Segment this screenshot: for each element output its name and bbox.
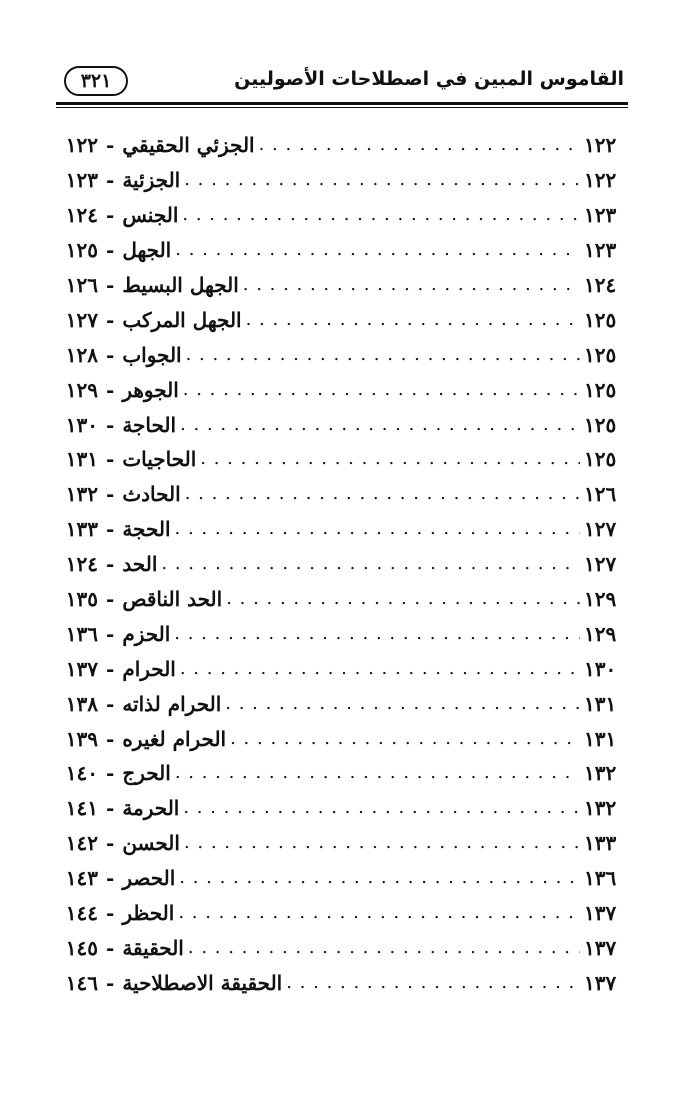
toc-entry <box>56 442 628 477</box>
entry-page-number: ١٢٧ <box>584 517 617 542</box>
dot-leader <box>175 756 580 790</box>
entry-title: الجهل المركب <box>122 307 242 332</box>
toc-entry <box>56 826 628 861</box>
dot-leader <box>175 512 580 546</box>
dot-leader <box>184 826 580 860</box>
toc-entry <box>56 861 628 896</box>
dot-leader <box>182 198 580 232</box>
entry-separator: - <box>106 726 115 751</box>
entry-separator: - <box>106 761 115 786</box>
entry-separator: - <box>106 691 115 716</box>
entry-title: الحرج <box>122 761 171 786</box>
dot-leader <box>178 896 580 930</box>
toc-entry <box>56 128 628 163</box>
toc-entry <box>56 372 628 407</box>
entry-title: الجزئي الحقيقي <box>122 133 255 158</box>
entry-page-number: ١٣٠ <box>584 656 617 681</box>
entry-title: الحصر <box>122 866 176 891</box>
toc-entry <box>56 756 628 791</box>
entry-title: الحقيقة الاصطلاحية <box>122 970 283 995</box>
entry-number: ١٣٩ <box>65 726 98 751</box>
toc-entry <box>56 965 628 1000</box>
entry-title: الحرام لغيره <box>122 726 227 751</box>
dot-leader <box>180 408 580 442</box>
toc-entry <box>56 896 628 931</box>
entry-title: الحاجيات <box>122 447 197 472</box>
dot-leader <box>246 303 580 337</box>
toc-entry <box>56 582 628 617</box>
dot-leader <box>226 582 580 616</box>
entry-title: الحجة <box>122 517 171 542</box>
entry-page-number: ١٢٧ <box>584 552 617 577</box>
entry-number: ١٢٦ <box>65 273 98 297</box>
entry-number: ١٣٥ <box>65 587 98 612</box>
toc-entry <box>56 930 628 965</box>
entry-separator: - <box>106 238 115 263</box>
entry-title: الحادث <box>122 482 181 507</box>
page-number-badge: ٣٢١ <box>64 66 128 96</box>
entry-page-number: ١٢٢ <box>584 133 617 158</box>
entry-number: ١٤٣ <box>65 866 98 891</box>
dot-leader <box>230 722 580 756</box>
entry-separator: - <box>106 866 115 891</box>
entry-title: الجهل <box>122 238 172 263</box>
entry-title: الحد <box>122 552 158 577</box>
entry-separator: - <box>106 412 115 437</box>
dot-leader <box>183 373 580 407</box>
entry-separator: - <box>106 168 115 193</box>
toc-entry <box>56 477 628 512</box>
dot-leader <box>259 128 580 162</box>
entry-separator: - <box>106 517 115 542</box>
entry-number: ١٢٧ <box>65 307 98 332</box>
dot-leader <box>188 931 580 965</box>
entry-title: الحد الناقص <box>122 587 223 612</box>
toc-entry <box>56 686 628 721</box>
entry-separator: - <box>106 587 115 612</box>
entry-separator: - <box>106 935 115 960</box>
toc-entry <box>56 163 628 198</box>
entry-page-number: ١٣١ <box>584 726 617 751</box>
dot-leader <box>185 477 580 511</box>
entry-number: ١٢٨ <box>65 342 98 367</box>
entry-separator: - <box>106 970 115 995</box>
entry-separator: - <box>106 377 115 402</box>
entry-page-number: ١٢٥ <box>584 447 617 472</box>
toc-entry <box>56 407 628 442</box>
entry-number: ١٢٤ <box>65 552 98 577</box>
entry-page-number: ١٣٧ <box>584 935 617 960</box>
entry-page-number: ١٢٩ <box>584 587 617 612</box>
toc-entry <box>56 337 628 372</box>
header-rule-thin <box>56 107 628 108</box>
entry-page-number: ١٢٥ <box>584 412 617 437</box>
entry-separator: - <box>106 307 115 332</box>
entry-page-number: ١٣٢ <box>584 796 617 821</box>
toc-entry <box>56 233 628 268</box>
entry-separator: - <box>106 447 115 472</box>
entry-separator: - <box>106 901 115 926</box>
toc-entry <box>56 268 628 303</box>
dot-leader <box>175 233 580 267</box>
entry-title: الجواب <box>122 342 182 367</box>
entry-title: الجزئية <box>122 168 181 193</box>
entry-title: الحسن <box>122 831 180 856</box>
entry-title: الحاجة <box>122 412 177 437</box>
entry-number: ١٤٤ <box>65 901 98 926</box>
entry-separator: - <box>106 133 115 158</box>
entry-page-number: ١٢٣ <box>584 238 617 263</box>
page-header <box>56 60 628 100</box>
entry-separator: - <box>106 273 115 297</box>
toc-entry <box>56 547 628 582</box>
entry-title: الحزم <box>122 621 171 646</box>
dot-leader <box>225 687 580 721</box>
entry-title: الحرام <box>122 656 176 681</box>
dot-leader <box>183 791 580 825</box>
entry-number: ١٣٨ <box>65 691 98 716</box>
entry-title: الحقيقة <box>122 935 184 960</box>
entry-separator: - <box>106 203 115 228</box>
entry-number: ١٣١ <box>65 447 98 472</box>
toc-entry <box>56 302 628 337</box>
entry-page-number: ١٢٣ <box>584 203 617 228</box>
entry-number: ١٣٣ <box>65 517 98 542</box>
dot-leader <box>286 966 580 1000</box>
entry-number: ١٣٦ <box>65 621 98 646</box>
dot-leader <box>184 163 580 197</box>
entry-number: ١٣٧ <box>65 656 98 681</box>
entry-page-number: ١٣٣ <box>584 831 617 856</box>
toc-entry <box>56 198 628 233</box>
header-rule-thick <box>56 102 628 105</box>
dot-leader <box>180 652 580 686</box>
entry-number: ١٤٥ <box>65 935 98 960</box>
toc-entry <box>56 651 628 686</box>
dot-leader <box>243 268 580 302</box>
entry-page-number: ١٢٢ <box>584 168 617 193</box>
entry-separator: - <box>106 656 115 681</box>
entry-number: ١٤٢ <box>65 831 98 856</box>
entry-page-number: ١٢٤ <box>584 273 617 297</box>
entry-number: ١٤٠ <box>65 761 98 786</box>
entry-page-number: ١٢٩ <box>584 621 617 646</box>
entry-separator: - <box>106 482 115 507</box>
entry-number: ١٣٠ <box>65 412 98 437</box>
entry-page-number: ١٢٦ <box>584 482 617 507</box>
entry-separator: - <box>106 796 115 821</box>
entry-title: الجنس <box>122 203 179 228</box>
toc-entry <box>56 721 628 756</box>
entry-number: ١٢٣ <box>65 168 98 193</box>
entry-separator: - <box>106 342 115 367</box>
entry-page-number: ١٣٢ <box>584 761 617 786</box>
entry-number: ١٤١ <box>65 796 98 821</box>
entry-title: الحرام لذاته <box>122 691 222 716</box>
entry-number: ١٢٥ <box>65 238 98 263</box>
entry-separator: - <box>106 552 115 577</box>
entry-title: الحرمة <box>122 796 180 821</box>
entry-number: ١٤٦ <box>65 970 98 995</box>
dot-leader <box>174 617 580 651</box>
table-of-contents <box>56 128 628 1000</box>
entry-separator: - <box>106 831 115 856</box>
entry-page-number: ١٣١ <box>584 691 617 716</box>
entry-title: الجوهر <box>122 377 179 402</box>
entry-page-number: ١٢٥ <box>584 342 617 367</box>
entry-number: ١٢٩ <box>65 377 98 402</box>
entry-title: الجهل البسيط <box>122 273 239 297</box>
dot-leader <box>186 338 580 372</box>
dot-leader <box>161 547 580 581</box>
entry-page-number: ١٣٧ <box>584 901 617 926</box>
running-title: القاموس المبين في اصطلاحات الأصوليين <box>234 68 624 90</box>
entry-separator: - <box>106 621 115 646</box>
entry-page-number: ١٢٥ <box>584 377 617 402</box>
entry-number: ١٢٢ <box>65 133 98 158</box>
entry-page-number: ١٣٦ <box>584 866 617 891</box>
toc-entry <box>56 616 628 651</box>
entry-title: الحظر <box>122 901 175 926</box>
toc-entry <box>56 791 628 826</box>
entry-page-number: ١٣٧ <box>584 970 617 995</box>
toc-entry <box>56 512 628 547</box>
entry-page-number: ١٢٥ <box>584 307 617 332</box>
dot-leader <box>179 861 580 895</box>
entry-number: ١٢٤ <box>65 203 98 228</box>
dot-leader <box>200 442 580 476</box>
entry-number: ١٣٢ <box>65 482 98 507</box>
